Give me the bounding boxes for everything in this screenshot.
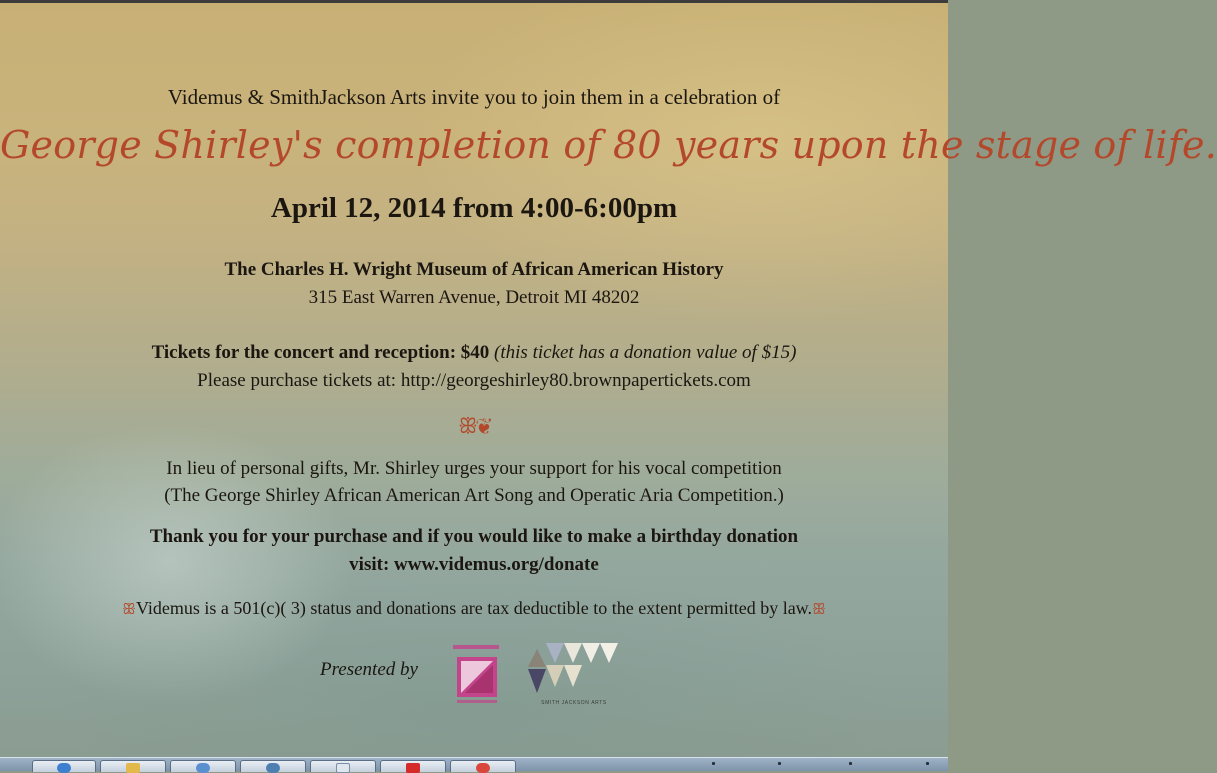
gifts-line-1: In lieu of personal gifts, Mr. Shirley urges your support for his vocal competition <box>166 458 782 479</box>
videmus-logo <box>451 643 501 707</box>
tray-icon[interactable] <box>778 762 781 765</box>
donate-link-text: visit: www.videmus.org/donate <box>349 554 599 575</box>
tax-statement <box>0 598 948 619</box>
purchase-text: Please purchase tickets at: http://georgeshirley80.brownpapertickets.com <box>197 370 751 391</box>
ornament-icon: ꕥ❦ <box>458 414 490 438</box>
ornament-right-icon: ꕥ <box>812 602 826 618</box>
tickets-label: Tickets for the concert and reception: $40 <box>151 342 490 363</box>
tray-icon[interactable] <box>849 762 852 765</box>
red-app-icon <box>406 763 420 773</box>
taskbar-media-button[interactable] <box>170 760 236 772</box>
intro-text: Videmus & SmithJackson Arts invite you to join them in a celebration of <box>167 85 781 109</box>
taskbar-folder-button[interactable] <box>100 760 166 772</box>
taskbar-window-button[interactable] <box>310 760 376 772</box>
chrome-icon <box>476 763 490 773</box>
gifts-line-2: (The George Shirley African American Art Song and Operatic Aria Competition.) <box>164 485 784 506</box>
taskbar-ie-button[interactable] <box>32 760 96 772</box>
smith-jackson-arts-logo <box>524 641 624 707</box>
folder-icon <box>126 763 140 773</box>
window-icon <box>336 763 350 773</box>
venue-address: 315 East Warren Avenue, Detroit MI 48202 <box>308 287 640 308</box>
tax-text: Videmus is a 501(c)( 3) status and donations are tax deductible to the extent permitted by law. <box>135 598 813 618</box>
taskbar-red-app-button[interactable] <box>380 760 446 772</box>
tickets-info <box>0 342 948 364</box>
globe-icon <box>266 763 280 773</box>
media-icon <box>196 763 210 773</box>
tray-icon[interactable] <box>712 762 715 765</box>
taskbar-chrome-button[interactable] <box>450 760 516 772</box>
venue-name: The Charles H. Wright Museum of African American History <box>224 259 724 280</box>
event-date: April 12, 2014 from 4:00-6:00pm <box>270 192 678 224</box>
ornament-left-icon: ꕥ <box>122 602 136 618</box>
sja-logo-text: SMITH JACKSON ARTS <box>541 700 607 706</box>
tray-icon[interactable] <box>926 762 929 765</box>
taskbar-globe-button[interactable] <box>240 760 306 772</box>
taskbar <box>0 757 948 771</box>
celebration-title: George Shirley's completion of 80 years upon the stage of life. <box>0 123 1217 167</box>
sja-logo-mark-icon <box>524 641 624 699</box>
presented-by-label: Presented by <box>320 659 418 680</box>
tickets-note: (this ticket has a donation value of $15) <box>494 342 797 363</box>
ie-icon <box>57 763 71 773</box>
thanks-line-1: Thank you for your purchase and if you would like to make a birthday donation <box>149 526 799 547</box>
